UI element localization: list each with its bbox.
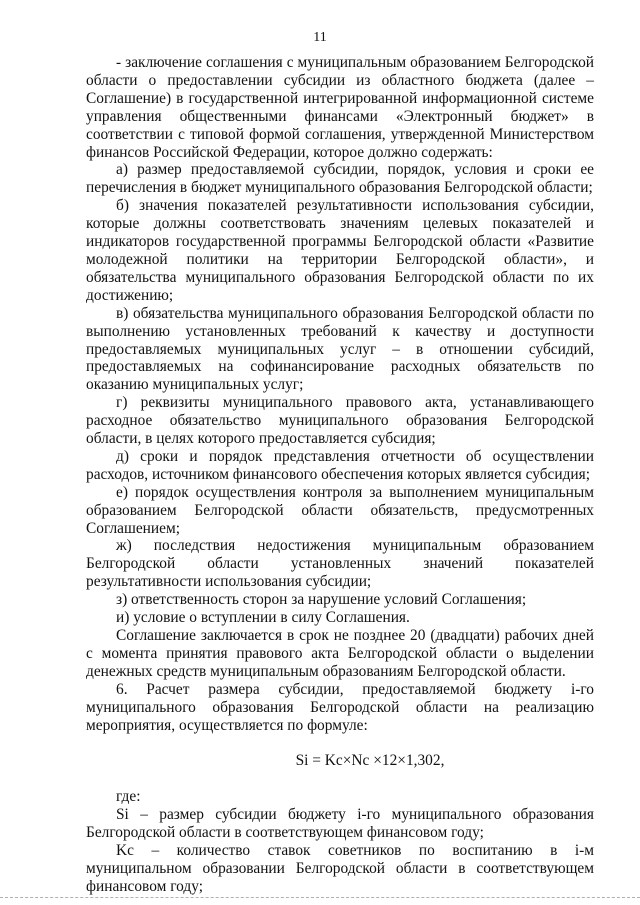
list-item-b: б) значения показателей результативности использования субсидии, которые должны соответствовать значениям целевых показателей и индикаторов государственной программы Белгородской области «Развитие молодежной политики на территории Белгородской области», и обязательства муниципального образования Белгородской области по их достижению; [86,197,594,304]
list-item-a: а) размер предоставляемой субсидии, порядок, условия и сроки ее перечисления в бюджет муниципального образования Белгородской области; [86,161,594,197]
paragraph-agreement-conclusion: - заключение соглашения с муниципальным образованием Белгородской области о предоставлении субсидии из областного бюджета (далее – Соглашение) в государственной интегрированной информационной системе управления общественными финансами «Электронный бюджет» в соответствии с типовой формой соглашения, утвержденной Министерством финансов Российской Федерации, которое должно содержать: [86,54,594,161]
footer-scan-line [0,897,640,898]
list-item-e: е) порядок осуществления контроля за выполнением муниципальным образованием Белгородской области обязательств, предусмотренных Соглашением; [86,483,594,537]
subsidy-formula: Si = Kc×Nc ×12×1,302, [295,752,445,770]
paragraph-agreement-term: Соглашение заключается в срок не позднее 20 (двадцати) рабочих дней с момента принятия правового акта Белгородской области о выделении денежных средств муниципальным образованиям Белгородской области. [86,627,594,680]
document-body [86,54,594,896]
list-item-z: з) ответственность сторон за нарушение условий Соглашения; [116,591,527,609]
list-item-v: в) обязательства муниципального образования Белгородской области по выполнению установленных требований к качеству и доступности предоставляемых муниципальных услуг – в отношении субсидий, предоставляемых на софинансирование расходных обязательств по оказанию муниципальных услуг; [86,304,594,394]
list-item-i: и) условие о вступлении в силу Соглашения. [116,609,410,627]
list-item-g: г) реквизиты муниципального правового акта, устанавливающего расходное обязательство муниципального образования Белгородской области, в целях которого предоставляется субсидия; [86,394,594,448]
definition-si: Si – размер субсидии бюджету i-го муниципального образования Белгородской области в соответствующем финансовом году; [86,806,594,842]
paragraph-section-6: 6. Расчет размера субсидии, предоставляемой бюджету i-го муниципального образования Белгородской области на реализацию мероприятия, осуществляется по формуле: [86,680,594,734]
where-label: где: [116,788,141,806]
definition-kc: Kc – количество ставок советников по воспитанию в i-м муниципальном образовании Белгородской области в соответствующем финансовом году; [86,842,594,895]
list-item-zh: ж) последствия недостижения муниципальным образованием Белгородской области установленных значений показателей результативности использования субсидии; [86,537,594,591]
page-number: 11 [313,30,327,45]
list-item-d: д) сроки и порядок представления отчетности об осуществлении расходов, источником финансового обеспечения которых является субсидия; [86,447,594,483]
